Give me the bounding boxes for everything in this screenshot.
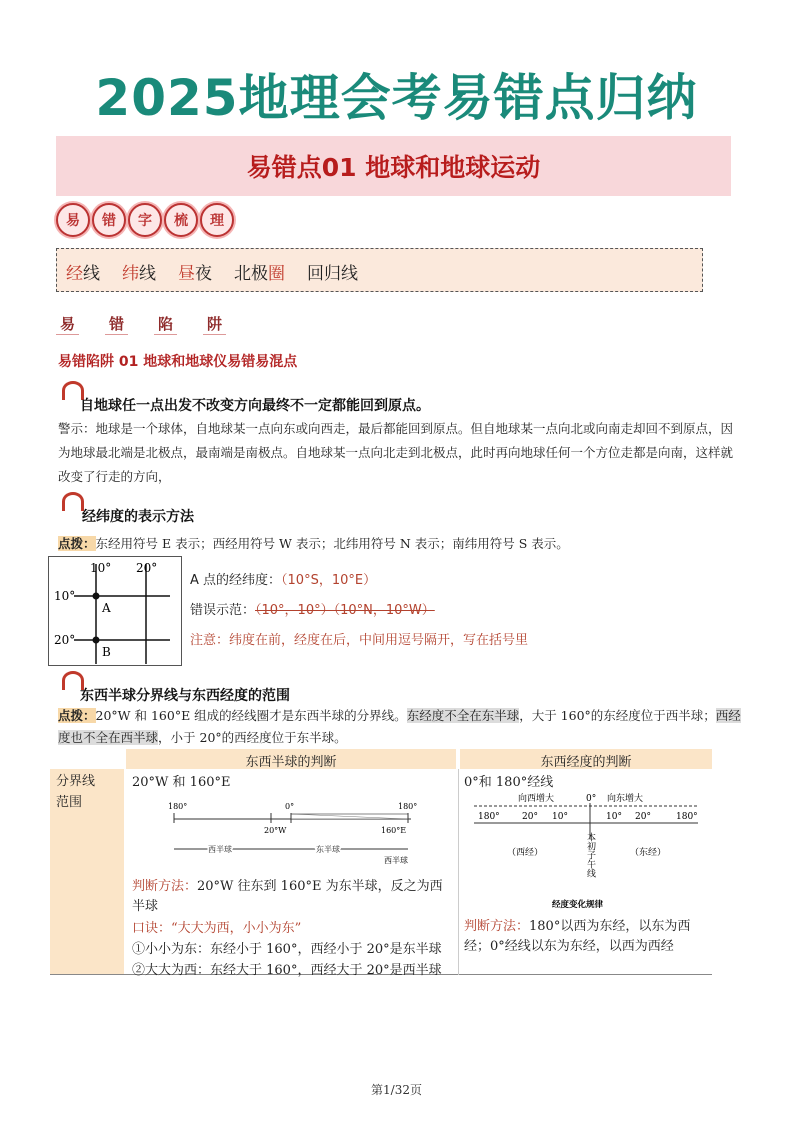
- method-text: 180°以西为东经，以东为西经；0°经线以东为东经，以西为西经: [464, 919, 691, 954]
- rhyme-text: “大大为西，小小为东”: [171, 921, 302, 936]
- point-b-dot: [93, 637, 100, 644]
- term-highlight: 纬: [122, 264, 139, 284]
- hint-text: ，大于 160°的东经度位于西半球；: [519, 708, 716, 723]
- tick-label: 10°: [606, 812, 622, 822]
- direction-label: 向西增大: [518, 794, 555, 804]
- method-label: 判断方法：: [464, 919, 530, 934]
- grid-frame: [49, 557, 182, 666]
- trap-char: 陷: [154, 313, 177, 335]
- axis-label: 180°: [168, 802, 188, 811]
- hemisphere-table: [50, 749, 712, 978]
- hint-text: 20°W 和 160°E 组成的经线圈才是东西半球的分界线。: [95, 708, 407, 723]
- hint-highlight: 西经度也不全在西半球: [58, 708, 741, 745]
- hint-text: 东经用符号 E 表示；西经用符号 W 表示；北纬用符号 N 表示；南纬用符号 S 表示。: [95, 536, 569, 551]
- method-label: 判断方法：: [132, 879, 198, 894]
- trap-char: 阱: [203, 313, 226, 335]
- term-pre: 回归线: [307, 264, 358, 284]
- hint-highlight: 东经度不全在东半球: [406, 708, 520, 723]
- rhyme-line: [132, 917, 301, 936]
- table-col-title: 东西半球的判断: [245, 755, 337, 770]
- rule-line: ①小小为东：东经小于 160°，西经小于 20°是东半球: [132, 942, 442, 957]
- method-text: 20°W 往东到 160°E 为东半球，反之为西半球: [132, 879, 443, 914]
- zero-label: 0°: [586, 794, 597, 804]
- tick-label: 20°: [522, 812, 538, 822]
- badge-char: 理: [200, 203, 234, 237]
- point-b-label: B: [102, 645, 111, 659]
- term-rest: 线: [139, 264, 156, 284]
- hint-label: 点拨：: [58, 536, 96, 551]
- wrong-example-label: 错误示范：: [190, 603, 256, 618]
- point-a-coord-label: A 点的经纬度：: [190, 573, 282, 588]
- tick-label: 20°: [635, 812, 651, 822]
- longitude-method: [464, 917, 710, 957]
- term-rest: 夜: [195, 264, 212, 284]
- trap-char: 错: [105, 313, 128, 335]
- west-label-2: 西半球: [384, 856, 408, 865]
- axis-label: 180°: [398, 802, 418, 811]
- term-item: [307, 259, 358, 284]
- lat-label: 10°: [54, 589, 76, 603]
- axis-label: 160°E: [381, 826, 407, 835]
- warning-note: 警示：地球是一个球体，自地球某一点向东或向西走，最后都能回到原点。但自地球某一点向北或向南走却回不到原点，因为地球最北端是北极点，最南端是南极点。自地球某一点向北走到北极点，此时再向地球任何一个方位走都是向南，这样就改变了行走的方向，: [58, 421, 734, 484]
- trap-heading: 易错陷阱 01 地球和地球仪易错易混点: [58, 354, 298, 370]
- axis-label: 0°: [285, 802, 295, 811]
- term-pre: 北极: [234, 264, 268, 284]
- point-a-dot: [93, 593, 100, 600]
- term-item: [234, 259, 285, 284]
- longitude-rule-diagram: [470, 789, 710, 911]
- point-a-label: A: [102, 601, 111, 615]
- east-lon-label: （东经）: [630, 848, 667, 858]
- point-a-coord-value: （10°S，10°E）: [281, 573, 377, 588]
- direction-label: 向东增大: [607, 794, 644, 804]
- wrong-example: [190, 599, 435, 618]
- point-title: 自地球任一点出发不改变方向最终不一定都能回到原点。: [80, 398, 430, 414]
- cell-title: 0°和 180°经线: [464, 775, 554, 790]
- hint-line: [58, 534, 569, 552]
- rhyme-label: 口诀：: [132, 921, 172, 936]
- point-title: 经纬度的表示方法: [82, 509, 194, 525]
- west-lon-label: （西经）: [507, 848, 544, 858]
- lon-label: 10°: [90, 561, 112, 575]
- badge-char: 易: [56, 203, 90, 237]
- axis-label: 20°W: [264, 826, 287, 835]
- tick-label: 180°: [478, 812, 500, 822]
- term-item: [66, 259, 100, 284]
- west-label: 西半球: [208, 845, 232, 854]
- term-rest: 线: [83, 264, 100, 284]
- hint-label: 点拨：: [58, 708, 96, 723]
- term-item: [178, 259, 212, 284]
- term-item: [122, 259, 156, 284]
- tick-label: 10°: [552, 812, 568, 822]
- table-col-divider: [458, 769, 459, 975]
- badge-char: 错: [92, 203, 126, 237]
- document-title: 2025地理会考易错点归纳: [95, 69, 698, 127]
- lat-lon-grid-diagram: [48, 556, 182, 666]
- term-list: [66, 259, 358, 284]
- hemisphere-method: [132, 877, 452, 917]
- term-highlight: 经: [66, 264, 83, 284]
- badge-row-errors: [56, 203, 234, 237]
- east-label: 东半球: [316, 845, 340, 854]
- page-number: 第1/32页: [371, 1083, 422, 1097]
- trap-char: 易: [56, 313, 79, 335]
- bulb-icon: [62, 492, 84, 511]
- hemisphere-hint: [58, 705, 743, 749]
- hint-text: ，小于 20°的西经度位于东半球。: [158, 730, 347, 745]
- badge-char: 字: [128, 203, 162, 237]
- point-a-coord: [190, 569, 376, 588]
- point-title: 东西半球分界线与东西经度的范围: [80, 688, 290, 704]
- table-col-title: 东西经度的判断: [540, 755, 632, 770]
- term-highlight: 昼: [178, 264, 195, 284]
- lon-label: 20°: [136, 561, 158, 575]
- tick-label: 180°: [676, 812, 698, 822]
- format-notice: 注意：纬度在前，经度在后，中间用逗号隔开，写在括号里: [190, 633, 529, 648]
- term-highlight: 圈: [268, 264, 285, 284]
- trap-title-row: [56, 313, 226, 335]
- lat-label: 20°: [54, 633, 76, 647]
- rule-caption: 经度变化规律: [552, 900, 604, 910]
- row-label: 分界线范围: [56, 774, 96, 810]
- hemisphere-diagram: [166, 799, 421, 867]
- badge-char: 梳: [164, 203, 198, 237]
- cell-title: 20°W 和 160°E: [132, 775, 231, 790]
- rule-line: ②大大为西：东经大于 160°，西经大于 20°是西半球: [132, 963, 442, 978]
- wrong-example-value: （10°，10°）（10°N，10°W）: [255, 603, 435, 618]
- section-title: 易错点01 地球和地球运动: [246, 153, 541, 182]
- meridian-label: 本初子午线: [585, 832, 595, 878]
